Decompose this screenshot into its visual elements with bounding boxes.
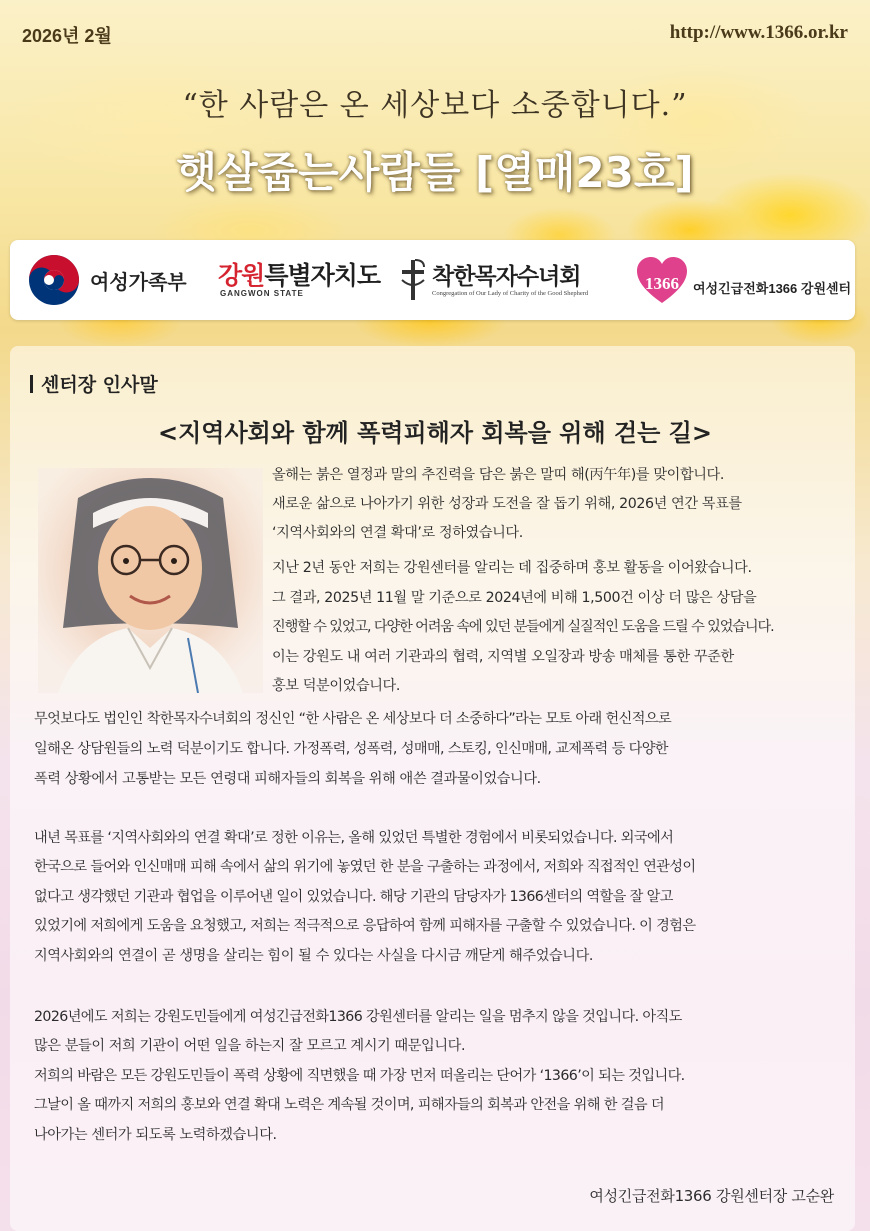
body-line: 새로운 삶으로 나아가기 위한 성장과 도전을 잘 돕기 위해, 2026년 연간 목표를 [272,496,742,512]
gangwon-name-suffix: 특별자치도 [264,260,381,290]
signature: 여성긴급전화1366 강원센터장 고순완 [589,1187,834,1205]
body-line: 있었기에 저희에게 도움을 요청했고, 저희는 적극적으로 응답하여 함께 피해자를 구출할 수 있었습니다. 이 경험은 [34,918,696,934]
body-line: 지난 2년 동안 저희는 강원센터를 알리는 데 집중하며 홍보 활동을 이어왔습니다. [272,560,752,576]
body-line: 나아가는 센터가 되도록 노력하겠습니다. [34,1127,277,1143]
section-label-text: 센터장 인사말 [41,374,158,396]
center-number: 1366 [645,274,679,293]
center-name: 여성긴급전화1366 강원센터 [693,280,852,296]
center-logo [635,240,851,320]
gangwon-english: GANGWON STATE [220,288,304,298]
newsletter-title: 햇살줍는사람들 [열매23호] [176,148,694,197]
ministry-name: 여성가족부 [90,271,187,294]
section-bar [30,375,33,393]
body-line: 폭력 상황에서 고통받는 모든 연령대 피해자들의 회복을 위해 애쓴 결과물이었습니다. [34,771,541,787]
body-line: 저희의 바람은 모든 강원도민들이 폭력 상황에 직면했을 때 가장 먼저 떠올리는 단어가 ‘1366’이 되는 것입니다. [34,1068,685,1084]
taegeuk-icon [28,254,80,306]
body-line: 홍보 덕분이었습니다. [272,678,400,694]
partner-logo-bar [10,240,855,320]
body-line: 지역사회와의 연결이 곧 생명을 살리는 힘이 될 수 있다는 사실을 다시금 깨닫게 해주었습니다. [34,948,594,964]
body-line: 2026년에도 저희는 강원도민들에게 여성긴급전화1366 강원센터를 알리는 일을 멈추지 않을 것입니다. 아직도 [34,1009,682,1025]
body-line: 많은 분들이 저희 기관이 어떤 일을 하는지 잘 모르고 계시기 때문입니다. [34,1038,466,1054]
greeting-heading: <지역사회와 함께 폭력피해자 회복을 위해 걷는 길> [157,419,713,447]
body-line: 진행할 수 있었고, 다양한 어려움 속에 있던 분들에게 실질적인 도움을 드릴 수 있었습니다. [272,619,774,635]
body-line: 그날이 올 때까지 저희의 홍보와 연결 확대 노력은 계속될 것이며, 피해자들의 회복과 안전을 위해 한 걸음 더 [34,1097,664,1113]
body-line: 일해온 상담원들의 노력 덕분이기도 합니다. 가정폭력, 성폭력, 성매매, 스토킹, 인신매매, 교제폭력 등 다양한 [34,741,668,757]
heart-1366-icon [635,255,689,305]
sisters-logo [398,240,588,320]
body-line: 그 결과, 2025년 11월 말 기준으로 2024년에 비해 1,500건 이상 더 많은 상담을 [272,590,757,606]
motto-quote: “한 사람은 온 세상보다 소중합니다.” [182,88,688,123]
cross-shepherd-icon [398,258,428,302]
sisters-english: Congregation of Our Lady of Charity of the Good Shepherd [432,289,589,297]
body-line: 올해는 붉은 열정과 말의 추진력을 담은 붉은 말띠 해(丙午年)를 맞이합니다. [272,467,724,483]
body-line: 이는 강원도 내 여러 기관과의 협력, 지역별 오일장과 방송 매체를 통한 꾸준한 [272,649,734,665]
gangwon-logo [218,240,380,320]
sisters-name: 착한목자수녀회 [432,263,581,290]
section-label [30,370,158,397]
body-line: 내년 목표를 ‘지역사회와의 연결 확대’로 정한 이유는, 올해 있었던 특별한 경험에서 비롯되었습니다. 외국에서 [34,830,674,846]
body-line: 한국으로 들어와 인신매매 피해 속에서 삶의 위기에 놓였던 한 분을 구출하는 과정에서, 저희와 직접적인 연관성이 [34,859,696,875]
website-link[interactable]: http://www.1366.or.kr [669,22,848,43]
ministry-logo [28,240,187,320]
body-line: ‘지역사회와의 연결 확대’로 정하였습니다. [272,525,523,541]
gangwon-name-prefix: 강원 [218,260,265,290]
body-line: 없다고 생각했던 기관과 협업을 이루어낸 일이 있었습니다. 해당 기관의 담당자가 1366센터의 역할을 잘 알고 [34,889,673,905]
issue-date: 2026년 2월 [22,26,112,46]
director-portrait [38,468,263,693]
body-line: 무엇보다도 법인인 착한목자수녀회의 정신인 “한 사람은 온 세상보다 더 소중하다”라는 모토 아래 헌신적으로 [34,711,672,727]
